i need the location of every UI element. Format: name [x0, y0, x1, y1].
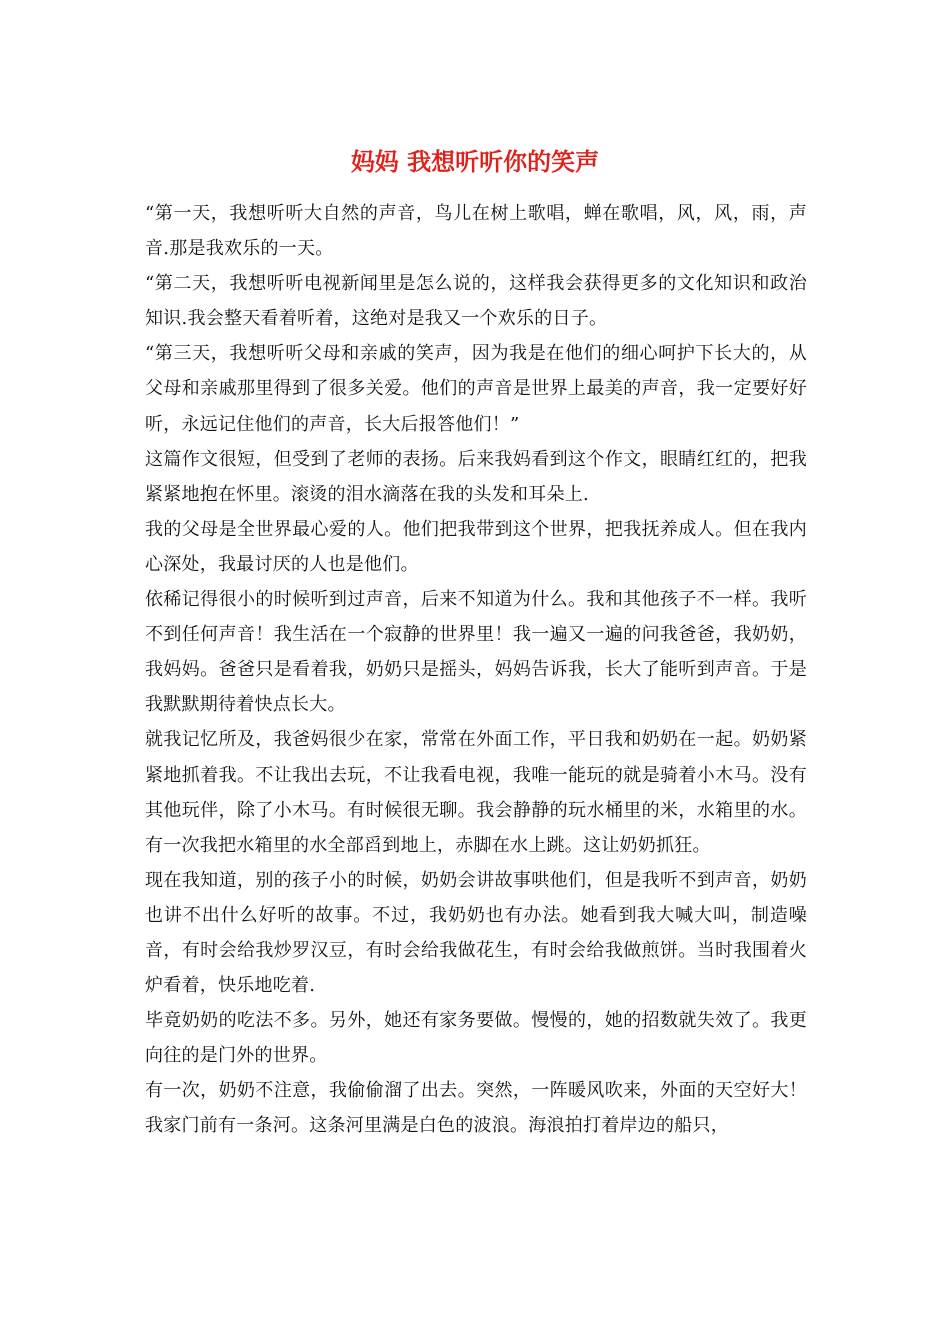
- paragraph: 毕竟奶奶的吃法不多。另外，她还有家务要做。慢慢的，她的招数就失效了。我更向往的是门外的世界。: [145, 1010, 807, 1067]
- paragraph: 我的父母是全世界最心爱的人。他们把我带到这个世界，把我抚养成人。但在我内心深处，我最讨厌的人也是他们。: [145, 518, 807, 575]
- paragraph: “第一天，我想听听大自然的声音，鸟儿在树上歌唱，蝉在歌唱，风，风，雨，声音.那是我欢乐的一天。: [145, 203, 807, 260]
- paragraph: 这篇作文很短，但受到了老师的表扬。后来我妈看到这个作文，眼睛红红的，把我紧紧地抱在怀里。滚烫的泪水滴落在我的头发和耳朵上.: [145, 448, 807, 505]
- document-body: [145, 196, 807, 1144]
- paragraph: 有一次，奶奶不注意，我偷偷溜了出去。突然，一阵暖风吹来，外面的天空好大！我家门前有一条河。这条河里满是白色的波浪。海浪拍打着岸边的船只，: [145, 1080, 807, 1137]
- paragraph: 就我记忆所及，我爸妈很少在家，常常在外面工作，平日我和奶奶在一起。奶奶紧紧地抓着我。不让我出去玩，不让我看电视，我唯一能玩的就是骑着小木马。没有其他玩伴，除了小木马。有时候很无聊。我会静静的玩水桶里的米，水箱里的水。有一次我把水箱里的水全部舀到地上，赤脚在水上跳。这让奶奶抓狂。: [145, 729, 807, 856]
- document-title: 妈妈 我想听听你的笑声: [350, 147, 600, 176]
- paragraph: 现在我知道，别的孩子小的时候，奶奶会讲故事哄他们，但是我听不到声音，奶奶也讲不出什么好听的故事。不过，我奶奶也有办法。她看到我大喊大叫，制造噪音，有时会给我炒罗汉豆，有时会给我做花生，有时会给我做煎饼。当时我围着火炉看着，快乐地吃着.: [145, 869, 807, 997]
- paragraph: 依稀记得很小的时候听到过声音，后来不知道为什么。我和其他孩子不一样。我听不到任何声音！我生活在一个寂静的世界里！我一遍又一遍的问我爸爸，我奶奶，我妈妈。爸爸只是看着我，奶奶只是摇头，妈妈告诉我，长大了能听到声音。于是我默默期待着快点长大。: [145, 589, 807, 716]
- paragraph: “第三天，我想听听父母和亲戚的笑声，因为我是在他们的细心呵护下长大的，从父母和亲戚那里得到了很多关爱。他们的声音是世界上最美的声音，我一定要好好听，永远记住他们的声音，长大后报答他们！”: [145, 343, 807, 435]
- paragraph: “第二天，我想听听电视新闻里是怎么说的，这样我会获得更多的文化知识和政治知识.我会整天看着听着，这绝对是我又一个欢乐的日子。: [145, 273, 807, 330]
